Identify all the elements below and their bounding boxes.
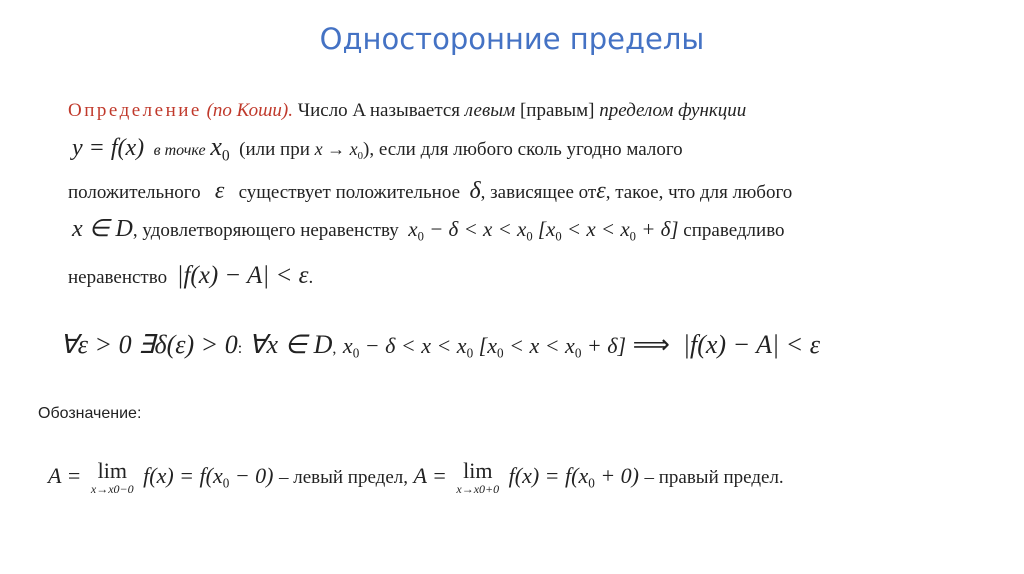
- definition-label: Определение: [68, 100, 202, 121]
- inequality-word: неравенство: [68, 267, 168, 288]
- right-limit-text: – правый предел.: [644, 467, 784, 489]
- colon-sep: :: [237, 340, 243, 357]
- exists-positive-text: существует положительное: [238, 182, 461, 203]
- definition-line-4: [72, 214, 785, 244]
- forall-x-part: ∀x ∈ D: [248, 330, 333, 359]
- abs-formula: |f(x) − A| < ε: [176, 262, 309, 289]
- positive-text: положительного: [68, 182, 201, 203]
- implies-arrow: ⟹: [632, 330, 670, 359]
- x0-symbol: $x_0$: [210, 132, 230, 165]
- delta-symbol: δ: [469, 178, 481, 204]
- line2-rest: ), если для любого сколь угодно малого: [363, 139, 683, 160]
- cauchy-label: (по Коши).: [206, 100, 293, 121]
- forall-eps-part: ∀ε > 0 ∃δ(ε) > 0: [60, 330, 238, 359]
- A-eq-left: A =: [48, 463, 82, 489]
- abs-ineq-part: |f(x) − A| < ε: [682, 330, 820, 359]
- quantifier-formula: [60, 330, 820, 362]
- definition-line-3: [68, 178, 792, 205]
- epsilon-symbol: ε: [214, 178, 225, 204]
- comma-sep: ,: [332, 340, 337, 357]
- definition-line-1: [68, 100, 746, 122]
- notation-label: Обозначение:: [38, 405, 142, 422]
- x-in-D-formula: x ∈ D: [72, 216, 133, 242]
- satisfying-text: , удовлетворяющего неравенству: [132, 220, 399, 241]
- x-to-x0-formula: $x \to x_0$: [314, 139, 364, 162]
- depending-on-text: , зависящее от: [480, 182, 597, 203]
- or-when-text: (или при: [239, 139, 310, 160]
- definition-line-2: [72, 132, 683, 165]
- lim-left: lim x→x0−0: [90, 458, 134, 496]
- f-right: $f(x) = f(x_0 + 0)$: [508, 463, 639, 491]
- such-that-text: , такое, что для любого: [605, 182, 793, 203]
- left-limit-text: – левый предел,: [278, 467, 408, 489]
- delta-ineq-part: $x_0 - \delta < x < x_0$ $[x_0 < x < x_0 + \delta]$: [342, 333, 627, 361]
- notation-formula: [48, 460, 784, 496]
- period: .: [308, 267, 314, 288]
- bracket-word: [правым]: [515, 100, 600, 121]
- y-fx-formula: y = f(x): [72, 135, 145, 161]
- A-eq-right: A =: [413, 463, 447, 489]
- limit-of-word: пределом функции: [599, 100, 747, 121]
- inequality-formula: $x_0 - \delta < x < x_0$ $[x_0 < x < x_0 + \delta]$: [408, 217, 679, 244]
- f-left: $f(x) = f(x_0 - 0)$: [143, 463, 274, 491]
- holds-text: справедливо: [683, 220, 785, 241]
- epsilon-symbol-2: ε: [596, 178, 606, 204]
- definition-text: Число A называется: [297, 100, 465, 121]
- definition-line-5: [68, 262, 313, 290]
- slide-title: Односторонние пределы: [319, 22, 705, 56]
- left-word: левым: [464, 100, 516, 121]
- lim-right: lim x→x0+0: [456, 458, 500, 496]
- at-point-text: в точке: [153, 142, 206, 159]
